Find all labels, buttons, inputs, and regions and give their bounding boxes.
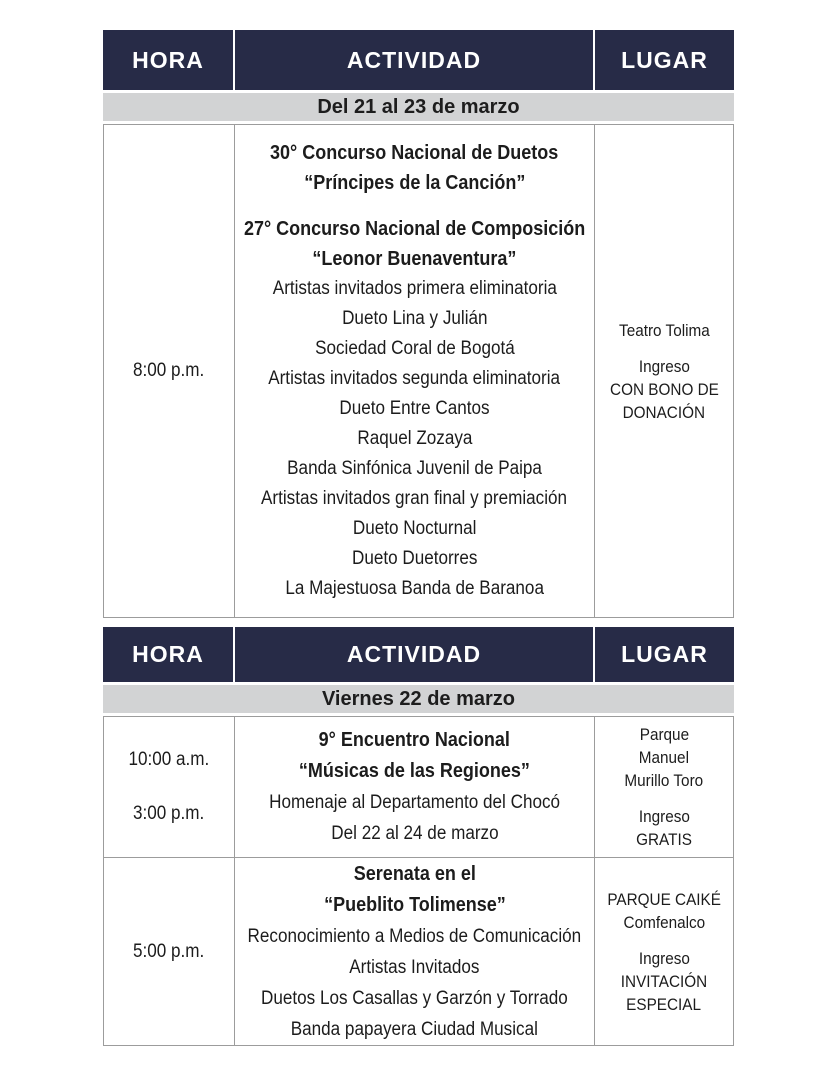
text-line: “Pueblito Tolimense”: [323, 893, 506, 916]
schedule-table-1: [103, 30, 734, 618]
text-line: Del 22 al 24 de marzo: [330, 823, 499, 844]
date-band: Viernes 22 de marzo: [103, 685, 734, 713]
text-line: CON BONO DE: [609, 379, 719, 399]
text-line: Comfenalco: [623, 912, 705, 932]
text-line: Dueto Duetorres: [351, 548, 478, 569]
text-line: GRATIS: [636, 830, 692, 849]
table-2-body: [103, 716, 734, 1046]
table-1-header-row: [103, 30, 734, 90]
text-line: Ingreso: [638, 948, 690, 968]
text-line: Artistas Invitados: [349, 956, 480, 978]
text-line: DONACIÓN: [622, 402, 706, 422]
text-line: “Leonor Buenaventura”: [312, 248, 517, 270]
actividad-cell: [234, 858, 594, 1045]
column-header-actividad: ACTIVIDAD: [235, 627, 593, 682]
text-line: Artistas invitados gran final y premiación: [261, 488, 568, 509]
text-line: 27° Concurso Nacional de Composición: [243, 218, 586, 240]
text-line: 30° Concurso Nacional de Duetos: [270, 142, 559, 164]
table-2-header-row: [103, 627, 734, 682]
text-line: “Príncipes de la Canción”: [303, 172, 526, 194]
text-line: Duetos Los Casallas y Garzón y Torrado: [261, 987, 568, 1009]
hora-cell: [104, 858, 234, 1045]
table-row: [104, 125, 733, 617]
column-header-hora: HORA: [103, 30, 233, 90]
text-line: Dueto Lina y Julián: [341, 308, 488, 329]
text-line: Artistas invitados segunda eliminatoria: [268, 368, 561, 389]
date-band: Del 21 al 23 de marzo: [103, 93, 734, 121]
schedule-table-2: [103, 627, 734, 1046]
hora-cell: [104, 125, 234, 617]
lugar-cell: [594, 125, 733, 617]
lugar-cell: [594, 717, 733, 857]
text-line: 5:00 p.m.: [133, 940, 205, 962]
text-line: PARQUE CAIKÉ: [607, 889, 721, 909]
text-line: Teatro Tolima: [618, 320, 710, 340]
text-line: Raquel Zozaya: [356, 428, 473, 449]
text-line: “Músicas de las Regiones”: [298, 760, 531, 782]
text-line: 9° Encuentro Nacional: [318, 729, 511, 751]
text-line: 10:00 a.m.: [128, 749, 210, 770]
text-line: 3:00 p.m.: [133, 803, 205, 824]
text-line: Dueto Entre Cantos: [339, 398, 490, 419]
text-line: Murillo Toro: [624, 771, 704, 790]
text-line: Banda Sinfónica Juvenil de Paipa: [287, 458, 542, 479]
table-1-body: [103, 124, 734, 618]
actividad-cell: [234, 125, 594, 617]
text-line: ESPECIAL: [626, 994, 702, 1014]
text-line: Parque: [639, 725, 689, 744]
text-line: La Majestuosa Banda de Baranoa: [285, 578, 544, 599]
table-row: [104, 717, 733, 857]
text-line: Ingreso: [638, 356, 690, 376]
column-header-hora: HORA: [103, 627, 233, 682]
text-line: Dueto Nocturnal: [352, 518, 477, 539]
lugar-cell: [594, 858, 733, 1045]
text-line: Banda papayera Ciudad Musical: [290, 1018, 539, 1040]
text-line: Manuel: [638, 748, 690, 767]
column-header-lugar: LUGAR: [595, 627, 734, 682]
actividad-cell: [234, 717, 594, 857]
text-line: Artistas invitados primera eliminatoria: [272, 278, 557, 299]
text-line: Homenaje al Departamento del Chocó: [269, 792, 560, 813]
column-header-lugar: LUGAR: [595, 30, 734, 90]
text-line: 8:00 p.m.: [133, 360, 205, 381]
text-line: Reconocimiento a Medios de Comunicación: [247, 925, 582, 947]
text-line: Sociedad Coral de Bogotá: [314, 338, 515, 359]
column-header-actividad: ACTIVIDAD: [235, 30, 593, 90]
text-line: Serenata en el: [353, 862, 476, 885]
text-line: Ingreso: [638, 807, 690, 826]
text-line: INVITACIÓN: [620, 971, 708, 991]
hora-cell: [104, 717, 234, 857]
table-row: [104, 857, 733, 1045]
